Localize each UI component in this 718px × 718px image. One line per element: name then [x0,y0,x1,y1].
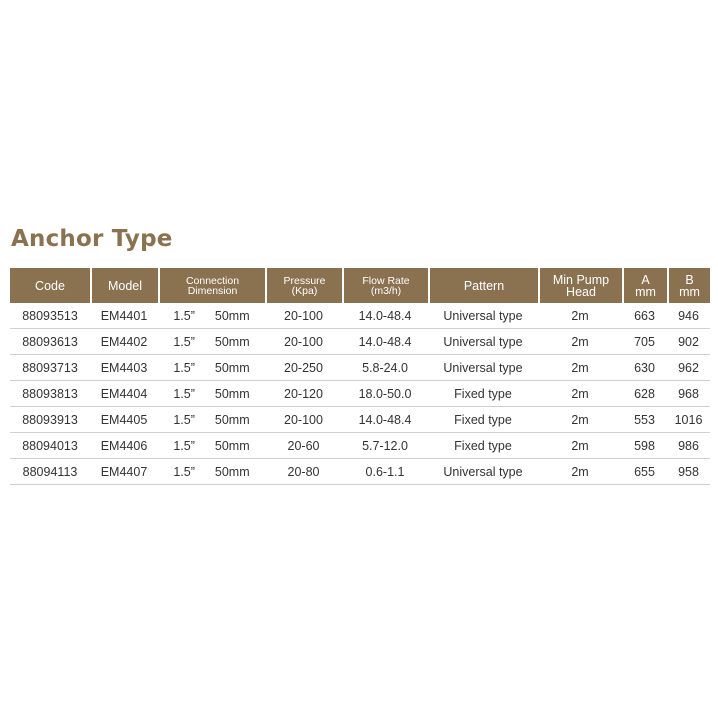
cell-pattern: Universal type [428,355,538,381]
connection-inch: 1.5” [173,360,195,375]
connection-mm: 50mm [214,386,250,401]
cell-flow: 0.6-1.1 [342,459,428,485]
cell-b: 902 [667,329,710,355]
cell-pattern: Universal type [428,329,538,355]
cell-pattern: Fixed type [428,433,538,459]
connection-mm: 50mm [214,412,250,427]
cell-connection [158,407,265,433]
table-row [10,355,710,381]
cell-connection [158,329,265,355]
cell-code: 88093513 [10,303,90,329]
cell-connection [158,355,265,381]
cell-a: 553 [622,407,667,433]
header-b-line2: mm [679,284,700,299]
table-row [10,381,710,407]
cell-code: 88093913 [10,407,90,433]
header-pump-line1: Min Pump [552,272,610,287]
cell-pump: 2m [538,381,622,407]
table-row [10,329,710,355]
cell-pressure: 20-60 [265,433,342,459]
header-flow-rate [342,268,428,303]
cell-connection [158,433,265,459]
cell-connection [158,381,265,407]
cell-b: 1016 [667,407,710,433]
connection-inch: 1.5” [173,412,195,427]
cell-connection [158,459,265,485]
header-pressure [265,268,342,303]
cell-pump: 2m [538,329,622,355]
table-header-row [10,268,710,303]
table-row [10,433,710,459]
header-a [622,268,667,303]
cell-a: 705 [622,329,667,355]
table-row [10,303,710,329]
connection-values [158,413,265,427]
cell-b: 962 [667,355,710,381]
cell-b: 958 [667,459,710,485]
header-flow-line2: (m3/h) [370,284,402,297]
cell-pressure: 20-120 [265,381,342,407]
connection-mm: 50mm [214,360,250,375]
cell-flow: 14.0-48.4 [342,303,428,329]
cell-model: EM4401 [90,303,158,329]
cell-code: 88093813 [10,381,90,407]
cell-pressure: 20-100 [265,303,342,329]
cell-model: EM4405 [90,407,158,433]
cell-flow: 5.7-12.0 [342,433,428,459]
connection-inch: 1.5” [173,464,195,479]
header-connection-line2: Dimension [187,284,238,297]
header-connection-line1: Connection [185,274,240,287]
connection-mm: 50mm [214,438,250,453]
cell-a: 655 [622,459,667,485]
table-row [10,459,710,485]
cell-a: 628 [622,381,667,407]
header-pressure-line2: (Kpa) [291,284,318,297]
header-a-line2: mm [635,284,656,299]
cell-pattern: Universal type [428,303,538,329]
cell-a: 630 [622,355,667,381]
header-connection [158,268,265,303]
cell-pump: 2m [538,459,622,485]
cell-pattern: Fixed type [428,381,538,407]
connection-values [158,335,265,349]
connection-mm: 50mm [214,464,250,479]
connection-values [158,439,265,453]
cell-flow: 14.0-48.4 [342,329,428,355]
header-a-line1: A [641,272,650,287]
cell-code: 88093613 [10,329,90,355]
connection-inch: 1.5” [173,334,195,349]
cell-model: EM4407 [90,459,158,485]
header-model: Model [90,268,158,303]
cell-pump: 2m [538,433,622,459]
header-b-line1: B [685,272,694,287]
header-pressure-line1: Pressure [283,274,326,287]
connection-inch: 1.5” [173,308,195,323]
header-pump-line2: Head [566,284,596,299]
cell-a: 663 [622,303,667,329]
header-code: Code [10,268,90,303]
connection-values [158,387,265,401]
cell-pressure: 20-80 [265,459,342,485]
spec-table [10,268,710,485]
connection-values [158,361,265,375]
cell-flow: 5.8-24.0 [342,355,428,381]
cell-pump: 2m [538,355,622,381]
cell-pressure: 20-100 [265,329,342,355]
header-flow-line1: Flow Rate [362,274,410,287]
connection-inch: 1.5” [173,438,195,453]
cell-flow: 14.0-48.4 [342,407,428,433]
connection-mm: 50mm [214,334,250,349]
table-row [10,407,710,433]
cell-model: EM4402 [90,329,158,355]
cell-pattern: Universal type [428,459,538,485]
header-min-pump-head [538,268,622,303]
cell-model: EM4403 [90,355,158,381]
connection-mm: 50mm [214,308,250,323]
cell-b: 946 [667,303,710,329]
cell-connection [158,303,265,329]
cell-model: EM4404 [90,381,158,407]
page-title: Anchor Type [11,226,173,252]
cell-model: EM4406 [90,433,158,459]
header-b [667,268,710,303]
cell-b: 968 [667,381,710,407]
connection-values [158,465,265,479]
cell-code: 88094113 [10,459,90,485]
cell-a: 598 [622,433,667,459]
header-pattern: Pattern [428,268,538,303]
connection-inch: 1.5” [173,386,195,401]
cell-pressure: 20-250 [265,355,342,381]
cell-code: 88094013 [10,433,90,459]
cell-pattern: Fixed type [428,407,538,433]
cell-code: 88093713 [10,355,90,381]
cell-pump: 2m [538,407,622,433]
cell-flow: 18.0-50.0 [342,381,428,407]
cell-pressure: 20-100 [265,407,342,433]
cell-b: 986 [667,433,710,459]
connection-values [158,309,265,323]
cell-pump: 2m [538,303,622,329]
